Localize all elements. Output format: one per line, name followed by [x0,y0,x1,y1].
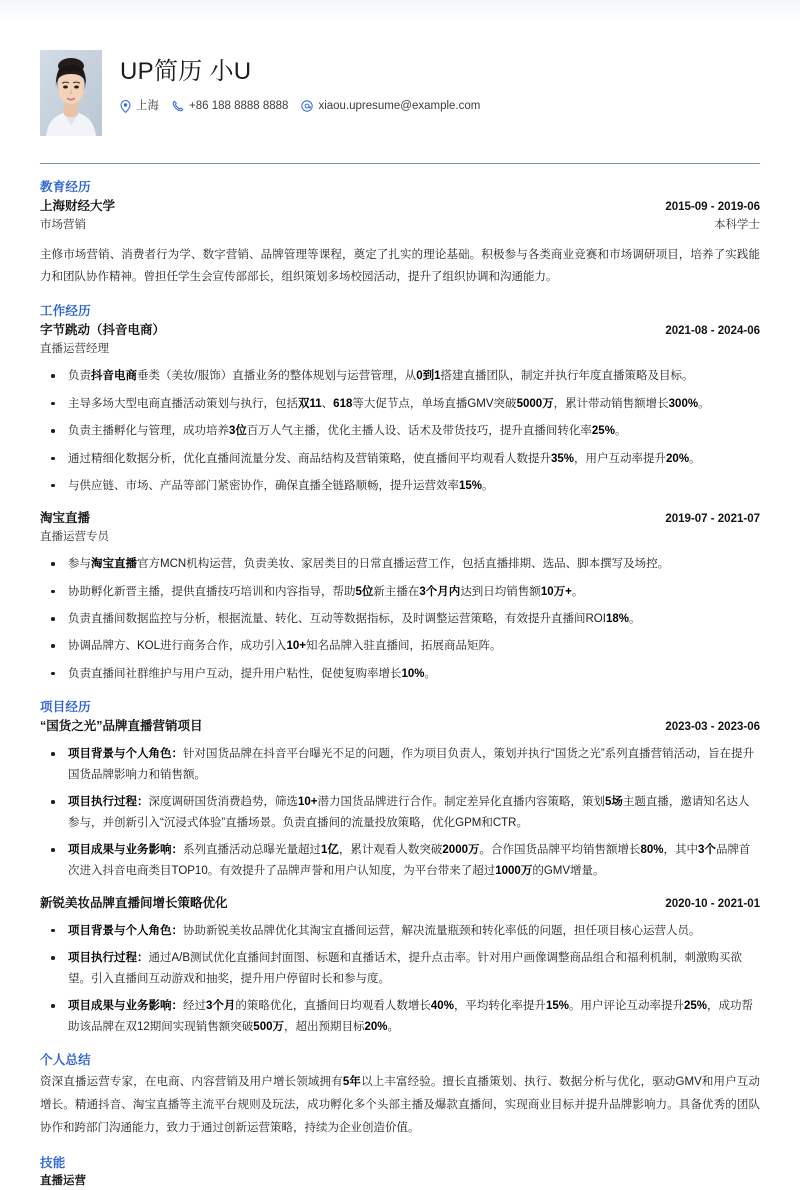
project-name: “国货之光”品牌直播营销项目 [40,719,203,734]
work-company: 字节跳动（抖音电商） [40,323,166,338]
project-name: 新锐美妆品牌直播间增长策略优化 [40,896,228,911]
header-divider [40,163,760,164]
section-title-projects: 项目经历 [40,700,91,715]
portrait-photo-icon [40,50,102,136]
bullet-item: 项目背景与个人角色：针对国货品牌在抖音平台曝光不足的问题，作为项目负责人，策划并执行“国货之光”系列直播营销活动，旨在提升国货品牌影响力和销售额。 [40,744,760,785]
at-email-icon [301,100,313,112]
work-company: 淘宝直播 [40,511,91,526]
bullet-item: 参与淘宝直播官方MCN机构运营，负责美妆、家居类目的日常直播运营工作，包括直播排期、选品、脚本撰写及场控。 [40,554,760,574]
bullet-item: 主导多场大型电商直播活动策划与执行，包括双11、618等大促节点，单场直播GMV突破5000万，累计带动销售额增长300%。 [40,394,760,414]
work-date: 2019-07 - 2021-07 [665,513,760,526]
contact-phone-text: +86 188 8888 8888 [189,99,289,112]
project-entry [40,717,760,881]
work-entry-header [40,321,760,341]
project-bullets [40,921,760,1037]
bullet-item: 负责抖音电商垂类（美妆/服饰）直播业务的整体规划与运营管理，从0到1搭建直播团队，制定并执行年度直播策略及目标。 [40,366,760,386]
bullet-item: 负责主播孵化与管理，成功培养3位百万人气主播，优化主播人设、话术及带货技巧，提升直播间转化率25%。 [40,421,760,441]
contact-location-text: 上海 [136,99,159,112]
project-entry-header [40,717,760,737]
bullet-item: 项目背景与个人角色：协助新锐美妆品牌优化其淘宝直播间运营，解决流量瓶颈和转化率低的问题，担任项目核心运营人员。 [40,921,760,941]
candidate-name: UP简历 小U [120,58,252,85]
contact-phone [172,100,288,112]
skills-item: 直播运营 [40,1175,86,1188]
bullet-item: 项目成果与业务影响：系列直播活动总曝光量超过1亿，累计观看人数突破2000万。合作国货品牌平均销售额增长80%，其中3个品牌首次进入抖音电商类目TOP10。有效提升了品牌声誉和用户认知度，为平台带来了超过1000万的GMV增量。 [40,840,760,881]
section-title-education: 教育经历 [40,180,91,194]
section-title-work: 工作经历 [40,304,91,319]
education-entry-header [40,197,760,217]
section-summary [40,1050,760,1140]
bullet-item: 协调品牌方、KOL进行商务合作，成功引入10+知名品牌入驻直播间，拓展商品矩阵。 [40,636,760,656]
contact-location [120,100,159,113]
bullet-item: 项目成果与业务影响：经过3个月的策略优化，直播间日均观看人数增长40%，平均转化率提升15%。用户评论互动率提升25%，成功帮助该品牌在双12期间实现销售额突破500万，超出预期目标20%。 [40,996,760,1037]
education-entry-sub [40,217,760,235]
section-projects [40,697,760,1037]
header-text-block [102,50,493,113]
work-date: 2021-08 - 2024-06 [665,325,760,338]
work-entry [40,509,760,684]
education-entry [40,197,760,288]
bullet-item: 项目执行过程：通过A/B测试优化直播间封面图、标题和直播话术，提升点击率。针对用户画像调整商品组合和福利机制，刺激购买欲望。引入直播间互动游戏和抽奖，提升用户停留时长和参与度。 [40,948,760,989]
education-description: 主修市场营销、消费者行为学、数字营销、品牌管理等课程，奠定了扎实的理论基础。积极参与各类商业竞赛和市场调研项目，培养了实践能力和团队协作精神。曾担任学生会宣传部部长，组织策划多场校园活动，提升了组织协调和沟通能力。 [40,248,760,284]
section-title-summary: 个人总结 [40,1053,91,1068]
education-major: 市场营销 [40,218,86,231]
avatar [40,50,102,136]
contact-row [120,100,493,113]
project-date: 2020-10 - 2021-01 [665,898,760,911]
project-entry [40,894,760,1037]
contact-email-text: xiaou.upresume@example.com [318,99,481,112]
summary-text: 资深直播运营专家，在电商、内容营销及用户增长领域拥有5年以上丰富经验。擅长直播策划、执行、数据分析与优化，驱动GMV和用户互动增长。精通抖音、淘宝直播等主流平台规则及玩法，成功孵化多个头部主播及爆款直播间，实现商业目标并提升品牌影响力。具备优秀的团队协作和跨部门沟通能力，致力于通过创新运营策略，持续为企业创造价值。 [40,1076,760,1135]
education-school: 上海财经大学 [40,199,116,213]
project-date: 2023-03 - 2023-06 [665,721,760,734]
work-entry-header [40,509,760,529]
section-skills [40,1153,760,1190]
work-bullets [40,366,760,496]
contact-email [301,100,480,112]
bullet-item: 负责直播间数据监控与分析，根据流量、转化、互动等数据指标，及时调整运营策略，有效提升直播间ROI18%。 [40,609,760,629]
project-bullets [40,744,760,881]
bullet-item: 通过精细化数据分析，优化直播间流量分发、商品结构及营销策略，使直播间平均观看人数提升35%，用户互动率提升20%。 [40,449,760,469]
work-entry [40,321,760,496]
project-entry-header [40,894,760,914]
bullet-item: 与供应链、市场、产品等部门紧密协作，确保直播全链路顺畅，提升运营效率15%。 [40,476,760,496]
section-work [40,301,760,684]
phone-icon [172,100,184,112]
bullet-item: 负责直播间社群维护与用户互动，提升用户粘性，促使复购率增长10%。 [40,664,760,684]
bullet-item: 项目执行过程：深度调研国货消费趋势，筛选10+潜力国货品牌进行合作。制定差异化直播内容策略，策划5场主题直播，邀请知名达人参与，并创新引入“沉浸式体验”直播场景。负责直播间的流量投放策略，优化GPM和CTR。 [40,792,760,833]
work-title: 直播运营专员 [40,531,109,544]
education-date: 2015-09 - 2019-06 [665,201,760,213]
resume-header [27,0,773,136]
bullet-item: 协助孵化新晋主播，提供直播技巧培训和内容指导，帮助5位新主播在3个月内达到日均销售额10万+。 [40,582,760,602]
education-degree: 本科学士 [714,218,760,231]
section-education [40,177,760,288]
section-title-skills: 技能 [40,1156,66,1171]
location-pin-icon [120,100,131,113]
work-bullets [40,554,760,684]
work-title: 直播运营经理 [40,343,109,356]
